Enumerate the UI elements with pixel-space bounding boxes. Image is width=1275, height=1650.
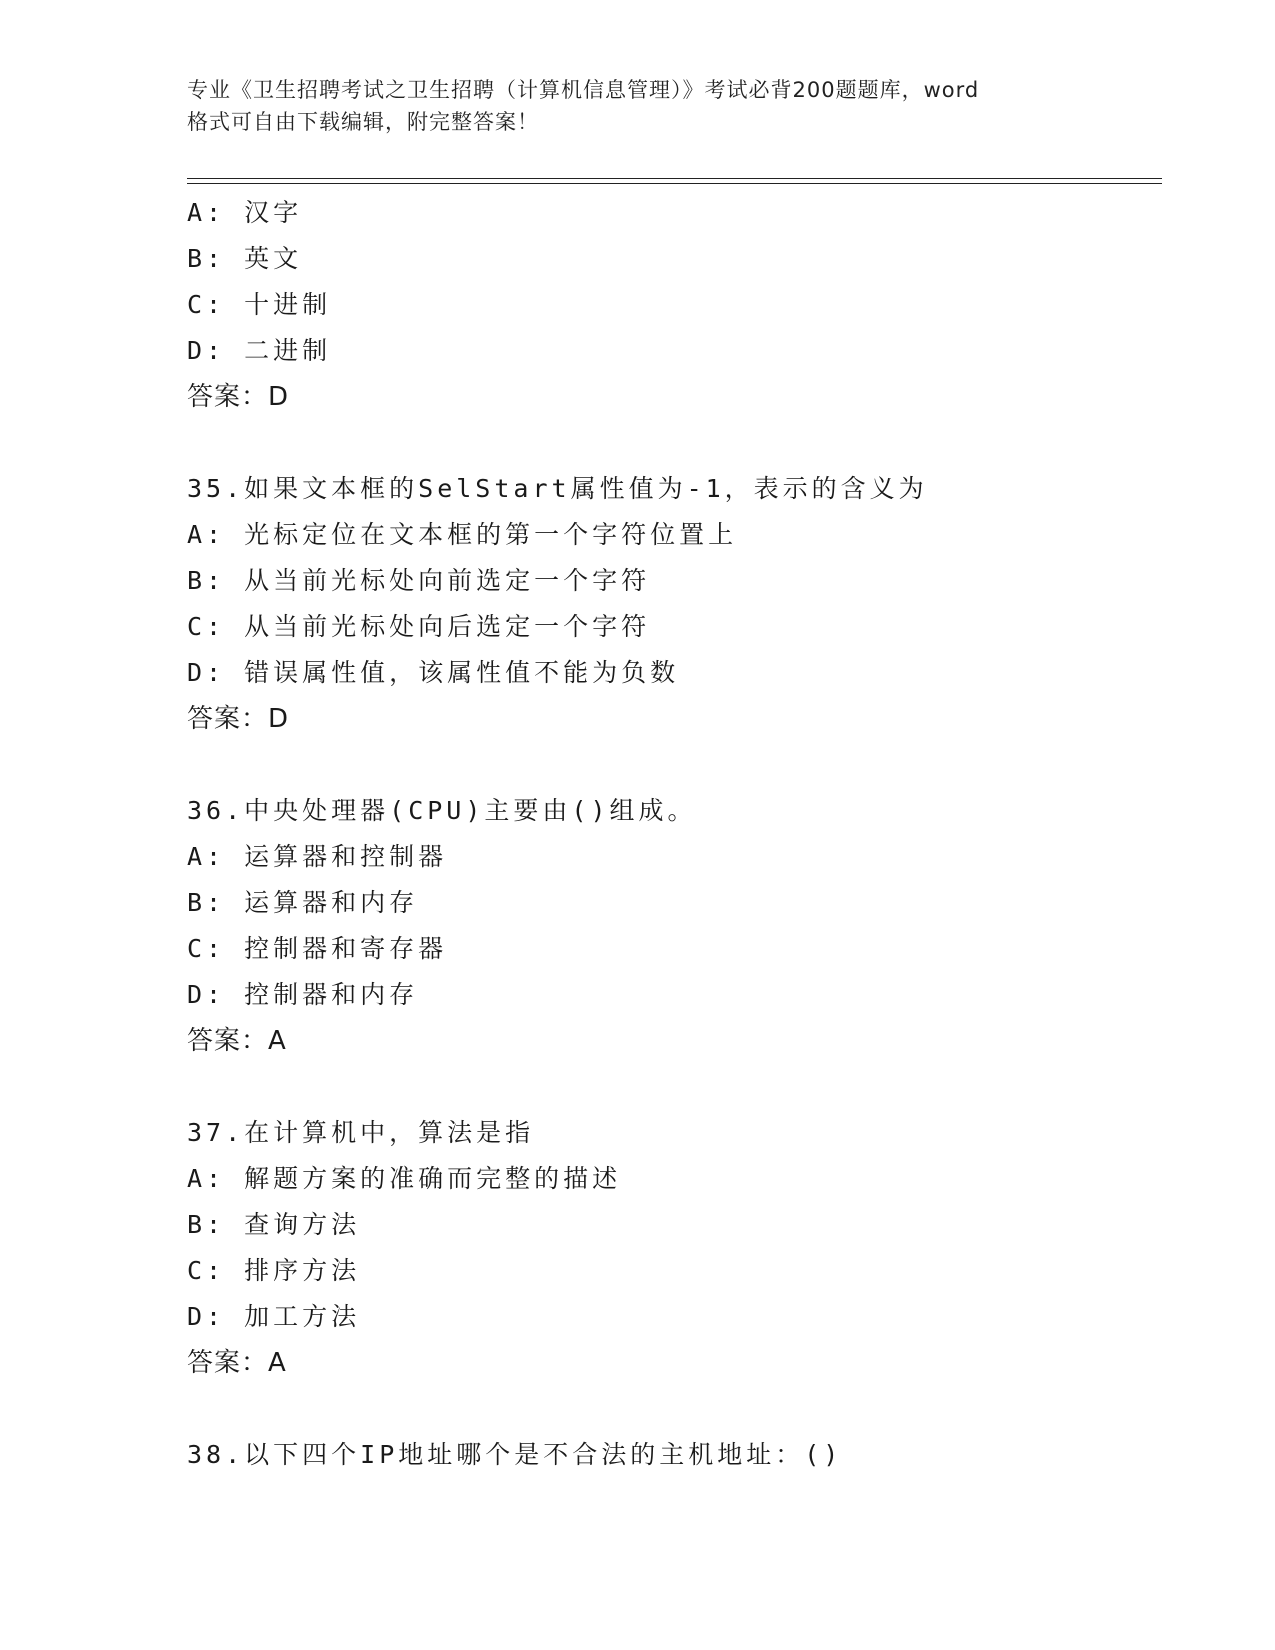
question-36 xyxy=(187,788,1147,1064)
question-text: 36.中央处理器(CPU)主要由()组成。 xyxy=(187,796,697,825)
spacer xyxy=(187,1064,1147,1110)
question-37 xyxy=(187,1110,1147,1386)
option-a: A: 运算器和控制器 xyxy=(187,842,448,871)
option-d: D: 加工方法 xyxy=(187,1302,361,1331)
question-38 xyxy=(187,1432,1147,1478)
answer: 答案：A xyxy=(187,1348,287,1378)
question-34-options xyxy=(187,190,1147,420)
question-35 xyxy=(187,466,1147,742)
question-list xyxy=(187,190,1147,1478)
option-d: D: 控制器和内存 xyxy=(187,980,419,1009)
option-b: B: 运算器和内存 xyxy=(187,888,419,917)
option-c: C: 控制器和寄存器 xyxy=(187,934,448,963)
header-divider-top xyxy=(187,178,1162,179)
header-line-1: 专业《卫生招聘考试之卫生招聘（计算机信息管理）》考试必背200题题库，word xyxy=(187,78,980,102)
option-c: C: 排序方法 xyxy=(187,1256,361,1285)
question-text: 38.以下四个IP地址哪个是不合法的主机地址：() xyxy=(187,1440,843,1469)
header-divider-bottom xyxy=(187,183,1162,184)
option-c: C: 从当前光标处向后选定一个字符 xyxy=(187,612,651,641)
option-a: A: 光标定位在文本框的第一个字符位置上 xyxy=(187,520,738,549)
option-b: B: 从当前光标处向前选定一个字符 xyxy=(187,566,651,595)
answer: 答案：D xyxy=(187,704,290,734)
option-d: D: 错误属性值，该属性值不能为负数 xyxy=(187,658,680,687)
option-d: D: 二进制 xyxy=(187,336,332,365)
option-a: A: 解题方案的准确而完整的描述 xyxy=(187,1164,622,1193)
spacer xyxy=(187,742,1147,788)
spacer xyxy=(187,420,1147,466)
document-header xyxy=(187,74,1087,138)
option-c: C: 十进制 xyxy=(187,290,332,319)
option-a: A: 汉字 xyxy=(187,198,303,227)
answer: 答案：D xyxy=(187,382,290,412)
answer: 答案：A xyxy=(187,1026,287,1056)
question-text: 37.在计算机中，算法是指 xyxy=(187,1118,535,1147)
option-b: B: 英文 xyxy=(187,244,303,273)
question-text: 35.如果文本框的SelStart属性值为-1，表示的含义为 xyxy=(187,474,928,503)
option-b: B: 查询方法 xyxy=(187,1210,361,1239)
spacer xyxy=(187,1386,1147,1432)
header-line-2: 格式可自由下载编辑，附完整答案！ xyxy=(187,110,539,134)
